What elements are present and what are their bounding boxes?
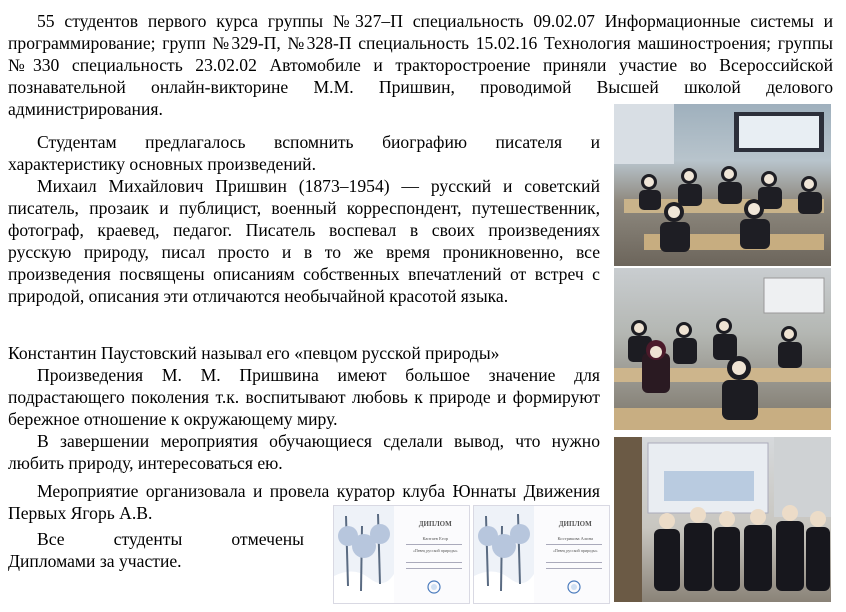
organizer-paragraph: Мероприятие организовала и провела куратор клуба Юннаты Движения Первых Ягорь А.В. [8, 481, 600, 524]
classroom-photo-2 [614, 268, 831, 430]
task-paragraph: Студентам предлагалось вспомнить биографию писателя и характеристику основных произведений. [8, 132, 600, 175]
diploma-title: ДИПЛОМ [558, 520, 592, 528]
significance-paragraph: Произведения М. М. Пришвина имеют большое значение для подрастающего поколения т.к. воспитывают любовь к природе и формируют бережное отношение к окружающему миру. [8, 365, 600, 430]
winter-birch-illustration [334, 506, 394, 603]
diploma-recipient: Каптаев Егор [422, 536, 448, 541]
group-photo [614, 437, 831, 602]
diploma-work: «Певец русской природы» [552, 548, 598, 553]
conclusion-paragraph: В завершении мероприятия обучающиеся сделали вывод, что нужно любить природу, интересоваться ею. [8, 431, 600, 474]
winter-birch-illustration [474, 506, 534, 603]
group-scene [614, 437, 831, 602]
classroom-scene-2 [614, 268, 831, 430]
diploma-work: «Певец русской природы» [412, 548, 458, 553]
seal-icon [427, 580, 441, 594]
classroom-photo-1 [614, 104, 831, 266]
intro-paragraph: 55 студентов первого курса группы №327–П специальность 09.02.07 Информационные системы и программирование; групп №329-П, №328-П специальность 15.02.16 Технология машиностроения; группы №330 специальность 23.02.02 Автомобиле и тракторостроение приняли участие во Всероссийской познавательной онлайн-викторине М.М. Пришвин, проводимой Высшей школой делового администрирования. [8, 11, 833, 120]
paustovsky-quote: Константин Паустовский называл его «певцом русской природы» [8, 343, 500, 363]
diploma-title: ДИПЛОМ [418, 520, 452, 528]
biography-paragraph: Михаил Михайлович Пришвин (1873–1954) — русский и советский писатель, прозаик и публицист, военный корреспондент, путешественник, фотограф, краевед, педагог. Писатель воспевал в своих произведениях русскую природу, писал просто и в то же время проникновенно, все произведения посвящены описаниям собственных впечатлений от встреч с природой, описания эти отличаются необычайной красотой языка. [8, 176, 600, 307]
seal-icon [567, 580, 581, 594]
diploma-recipient: Кострикова Алина [557, 536, 593, 541]
diploma-image-2 [473, 505, 610, 604]
diploma-image-1 [333, 505, 470, 604]
classroom-scene-1 [614, 104, 831, 266]
diplomas-paragraph: Все студенты отмечены Дипломами за участие. [8, 529, 304, 572]
